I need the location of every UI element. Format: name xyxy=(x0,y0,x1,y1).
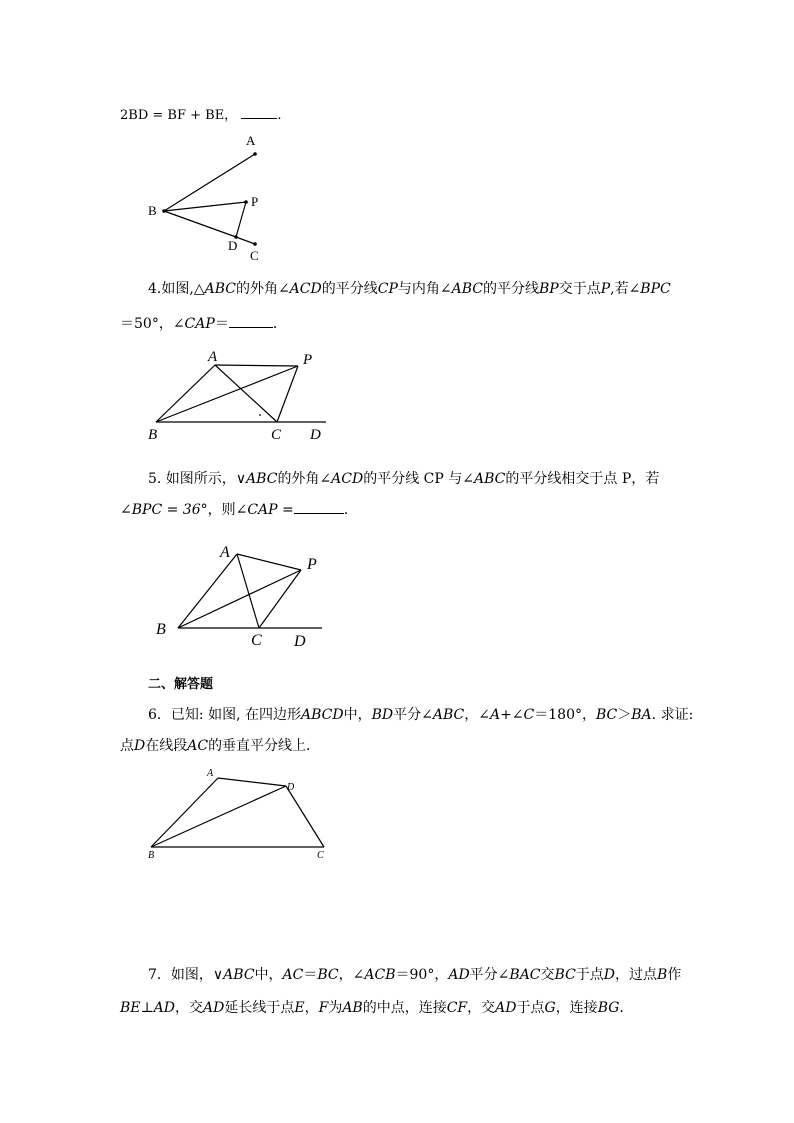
q4-label-C: C xyxy=(271,427,282,443)
q5-figure xyxy=(150,538,350,653)
q4-text: 交于点 xyxy=(558,281,601,297)
q4-answer-blank[interactable] xyxy=(229,313,273,328)
q6-segment-DC xyxy=(286,786,324,847)
q5-label-D: D xyxy=(294,633,306,650)
q7-point-b: B xyxy=(657,967,668,983)
q4-text: 的外角 xyxy=(235,281,278,297)
q7-point-f: F xyxy=(318,1000,329,1016)
q7-text: ，交 xyxy=(175,1000,204,1016)
section-title-answer-questions: 二、解答题 xyxy=(148,677,214,692)
q4-text: 的平分线 xyxy=(321,281,378,297)
q6-segment-ac: AC xyxy=(187,738,209,754)
q7-text: ＝90°， xyxy=(395,967,449,983)
q5-segment-AP xyxy=(237,554,301,570)
q7-text: ，交 xyxy=(467,1000,496,1016)
q4-text: 的平分线 xyxy=(482,281,539,297)
q5-text: . xyxy=(343,502,349,518)
q6-figure xyxy=(140,764,340,864)
q4-segment-CP xyxy=(277,366,298,422)
q4-segment-AB xyxy=(156,365,215,422)
q7-angle-bac: BAC xyxy=(509,967,541,983)
q4-triangle-abc: △ABC xyxy=(193,281,236,297)
q4-text: ＝ xyxy=(214,316,229,332)
q3-tail-end: . xyxy=(277,108,282,123)
q6-segment-AB xyxy=(151,778,218,847)
q5-segment-AB xyxy=(178,554,237,628)
q7-text: 7．如图， xyxy=(148,967,213,983)
q3-answer-blank[interactable] xyxy=(241,104,277,119)
q5-label-C: C xyxy=(251,632,262,649)
q6-text: ＞ xyxy=(617,707,632,723)
q6-segment-ba: BA xyxy=(631,707,652,723)
q4-label-P: P xyxy=(303,352,313,368)
q7-text: ，连接 xyxy=(555,1000,598,1016)
q3-point-A xyxy=(253,152,257,156)
q7-segment-ad: AD xyxy=(495,1000,517,1016)
q6-point-d: D xyxy=(134,738,146,754)
q6-segment-AD xyxy=(218,778,286,786)
q3-point-C xyxy=(253,242,257,246)
q7-text: 作 xyxy=(667,967,682,983)
q5-text: 的外角 xyxy=(277,471,320,487)
q4-line-2 xyxy=(120,313,277,333)
q7-text: 中， xyxy=(254,967,283,983)
q6-segment-bc: BC xyxy=(596,707,618,723)
q7-text: ＝ xyxy=(303,967,318,983)
q3-label-D: D xyxy=(228,238,238,253)
q7-segment-ab: AB xyxy=(342,1000,363,1016)
q5-answer-blank[interactable] xyxy=(294,499,344,514)
q7-text: 于点 xyxy=(575,967,604,983)
q7-point-e: E xyxy=(294,1000,305,1016)
q4-text: ,若 xyxy=(610,281,629,297)
q4-text: . xyxy=(272,316,278,332)
q7-segment-cf: CF xyxy=(446,1000,468,1016)
q6-label-B: B xyxy=(148,850,155,861)
q6-text: +∠ xyxy=(500,707,524,723)
q3-label-P: P xyxy=(251,194,259,209)
q5-label-B: B xyxy=(156,621,166,638)
q4-segment-cp: CP xyxy=(377,281,398,297)
q4-segment-BP xyxy=(156,366,298,422)
q7-line-2 xyxy=(120,999,624,1017)
q4-angle-bpc: ∠BPC xyxy=(628,281,671,297)
q7-text: 于点 xyxy=(516,1000,545,1016)
q4-segment-bp: BP xyxy=(538,281,559,297)
q7-segment-ac: AC xyxy=(282,967,304,983)
q5-angle-abc: ∠ABC xyxy=(462,471,506,487)
q6-segment-bd: BD xyxy=(371,707,394,723)
q5-segment-CP xyxy=(259,570,301,628)
q7-text: 为 xyxy=(328,1000,343,1016)
q5-triangle-abc: ∨ABC xyxy=(235,471,278,487)
q5-text: 的平分线 CP 与 xyxy=(363,471,463,487)
q4-angle-cap: ∠CAP xyxy=(172,316,215,332)
q6-text: 中， xyxy=(343,707,372,723)
q4-text: ＝50°， xyxy=(120,316,173,332)
q5-angle-cap: ∠CAP = xyxy=(235,502,294,518)
q3-label-A: A xyxy=(246,133,256,148)
q4-point-p: P xyxy=(600,281,611,297)
q7-text: ， xyxy=(304,1000,319,1016)
q6-text: 的垂直平分线上． xyxy=(208,738,321,754)
q6-text: 在线段 xyxy=(145,738,188,754)
q4-line-1 xyxy=(148,280,671,298)
q7-text: ，∠ xyxy=(338,967,365,983)
q5-text: 5. 如图所示， xyxy=(148,471,236,487)
q4-label-D: D xyxy=(310,427,321,443)
q6-angle-a: A xyxy=(489,707,501,723)
q7-segment-bc: BC xyxy=(554,967,576,983)
q7-perpendicular-be-ad: BE⊥AD xyxy=(120,1000,176,1016)
q6-text: ＝180°， xyxy=(534,707,596,723)
q5-angle-acd: ∠ACD xyxy=(319,471,364,487)
q4-label-A: A xyxy=(208,349,218,365)
q5-label-P: P xyxy=(307,556,317,573)
q5-line-1 xyxy=(148,470,659,488)
q7-text: 的中点，连接 xyxy=(362,1000,447,1016)
q4-segment-AC xyxy=(215,365,277,422)
q3-segment-PD xyxy=(236,202,246,237)
q7-text: ，过点 xyxy=(615,967,658,983)
q7-point-g: G xyxy=(544,1000,556,1016)
q5-line-2 xyxy=(120,499,348,519)
q6-label-C: C xyxy=(317,850,324,861)
q7-segment-bg: BG xyxy=(597,1000,620,1016)
q6-angle-abc: ABC xyxy=(432,707,465,723)
q4-segment-AP xyxy=(215,365,298,366)
q3-label-B: B xyxy=(148,203,157,218)
q5-segment-BP xyxy=(178,570,301,628)
q7-segment-ad: AD xyxy=(448,967,470,983)
q3-tail-line xyxy=(120,104,281,125)
q5-text: 的平分线相交于点 P，若 xyxy=(505,471,660,487)
q7-point-d: D xyxy=(603,967,616,983)
q3-point-P xyxy=(244,200,248,204)
q6-text: . 求证: xyxy=(651,707,694,723)
q7-segment-ad: AD xyxy=(203,1000,225,1016)
q3-segment-DC xyxy=(236,237,255,244)
q7-text: 交 xyxy=(540,967,555,983)
q7-text: 延长线于点 xyxy=(224,1000,295,1016)
q6-label-A: A xyxy=(207,768,214,779)
q4-text: 4.如图, xyxy=(148,281,194,297)
q4-text: 与内角 xyxy=(397,281,440,297)
q4-label-B: B xyxy=(148,427,158,443)
q7-segment-bc: BC xyxy=(317,967,339,983)
q6-quad-abcd: ABCD xyxy=(300,707,344,723)
q7-text: . xyxy=(619,1000,624,1016)
q6-text: 6．已知: 如图, 在四边形 xyxy=(148,707,301,723)
q6-label-D: D xyxy=(287,782,295,793)
q6-text: 平分∠ xyxy=(393,707,433,723)
q5-label-A: A xyxy=(220,544,230,561)
q7-angle-acb: ACB xyxy=(364,967,396,983)
q5-angle-bpc: ∠BPC = 36° xyxy=(120,502,208,518)
q7-text: 平分∠ xyxy=(469,967,510,983)
q3-label-C: C xyxy=(250,248,259,263)
q6-text: 点 xyxy=(120,738,134,754)
q6-angle-c: C xyxy=(523,707,535,723)
q6-line-2 xyxy=(120,737,320,755)
q5-text: ，则 xyxy=(207,502,236,518)
q7-triangle-abc: ∨ABC xyxy=(212,967,255,983)
q6-line-1 xyxy=(148,706,693,724)
q4-angle-acd: ∠ACD xyxy=(277,281,322,297)
q4-stray-dot xyxy=(259,414,261,416)
q6-segment-BD xyxy=(151,786,286,847)
q3-figure xyxy=(140,132,300,262)
q4-angle-abc: ∠ABC xyxy=(439,281,483,297)
q3-tail-formula: 2BD = BF + BE， xyxy=(120,108,238,123)
q6-text: ，∠ xyxy=(464,707,490,723)
q7-line-1 xyxy=(148,966,681,984)
q3-segment-BD xyxy=(164,211,236,237)
q3-point-B xyxy=(162,209,166,213)
q4-figure xyxy=(140,345,340,445)
